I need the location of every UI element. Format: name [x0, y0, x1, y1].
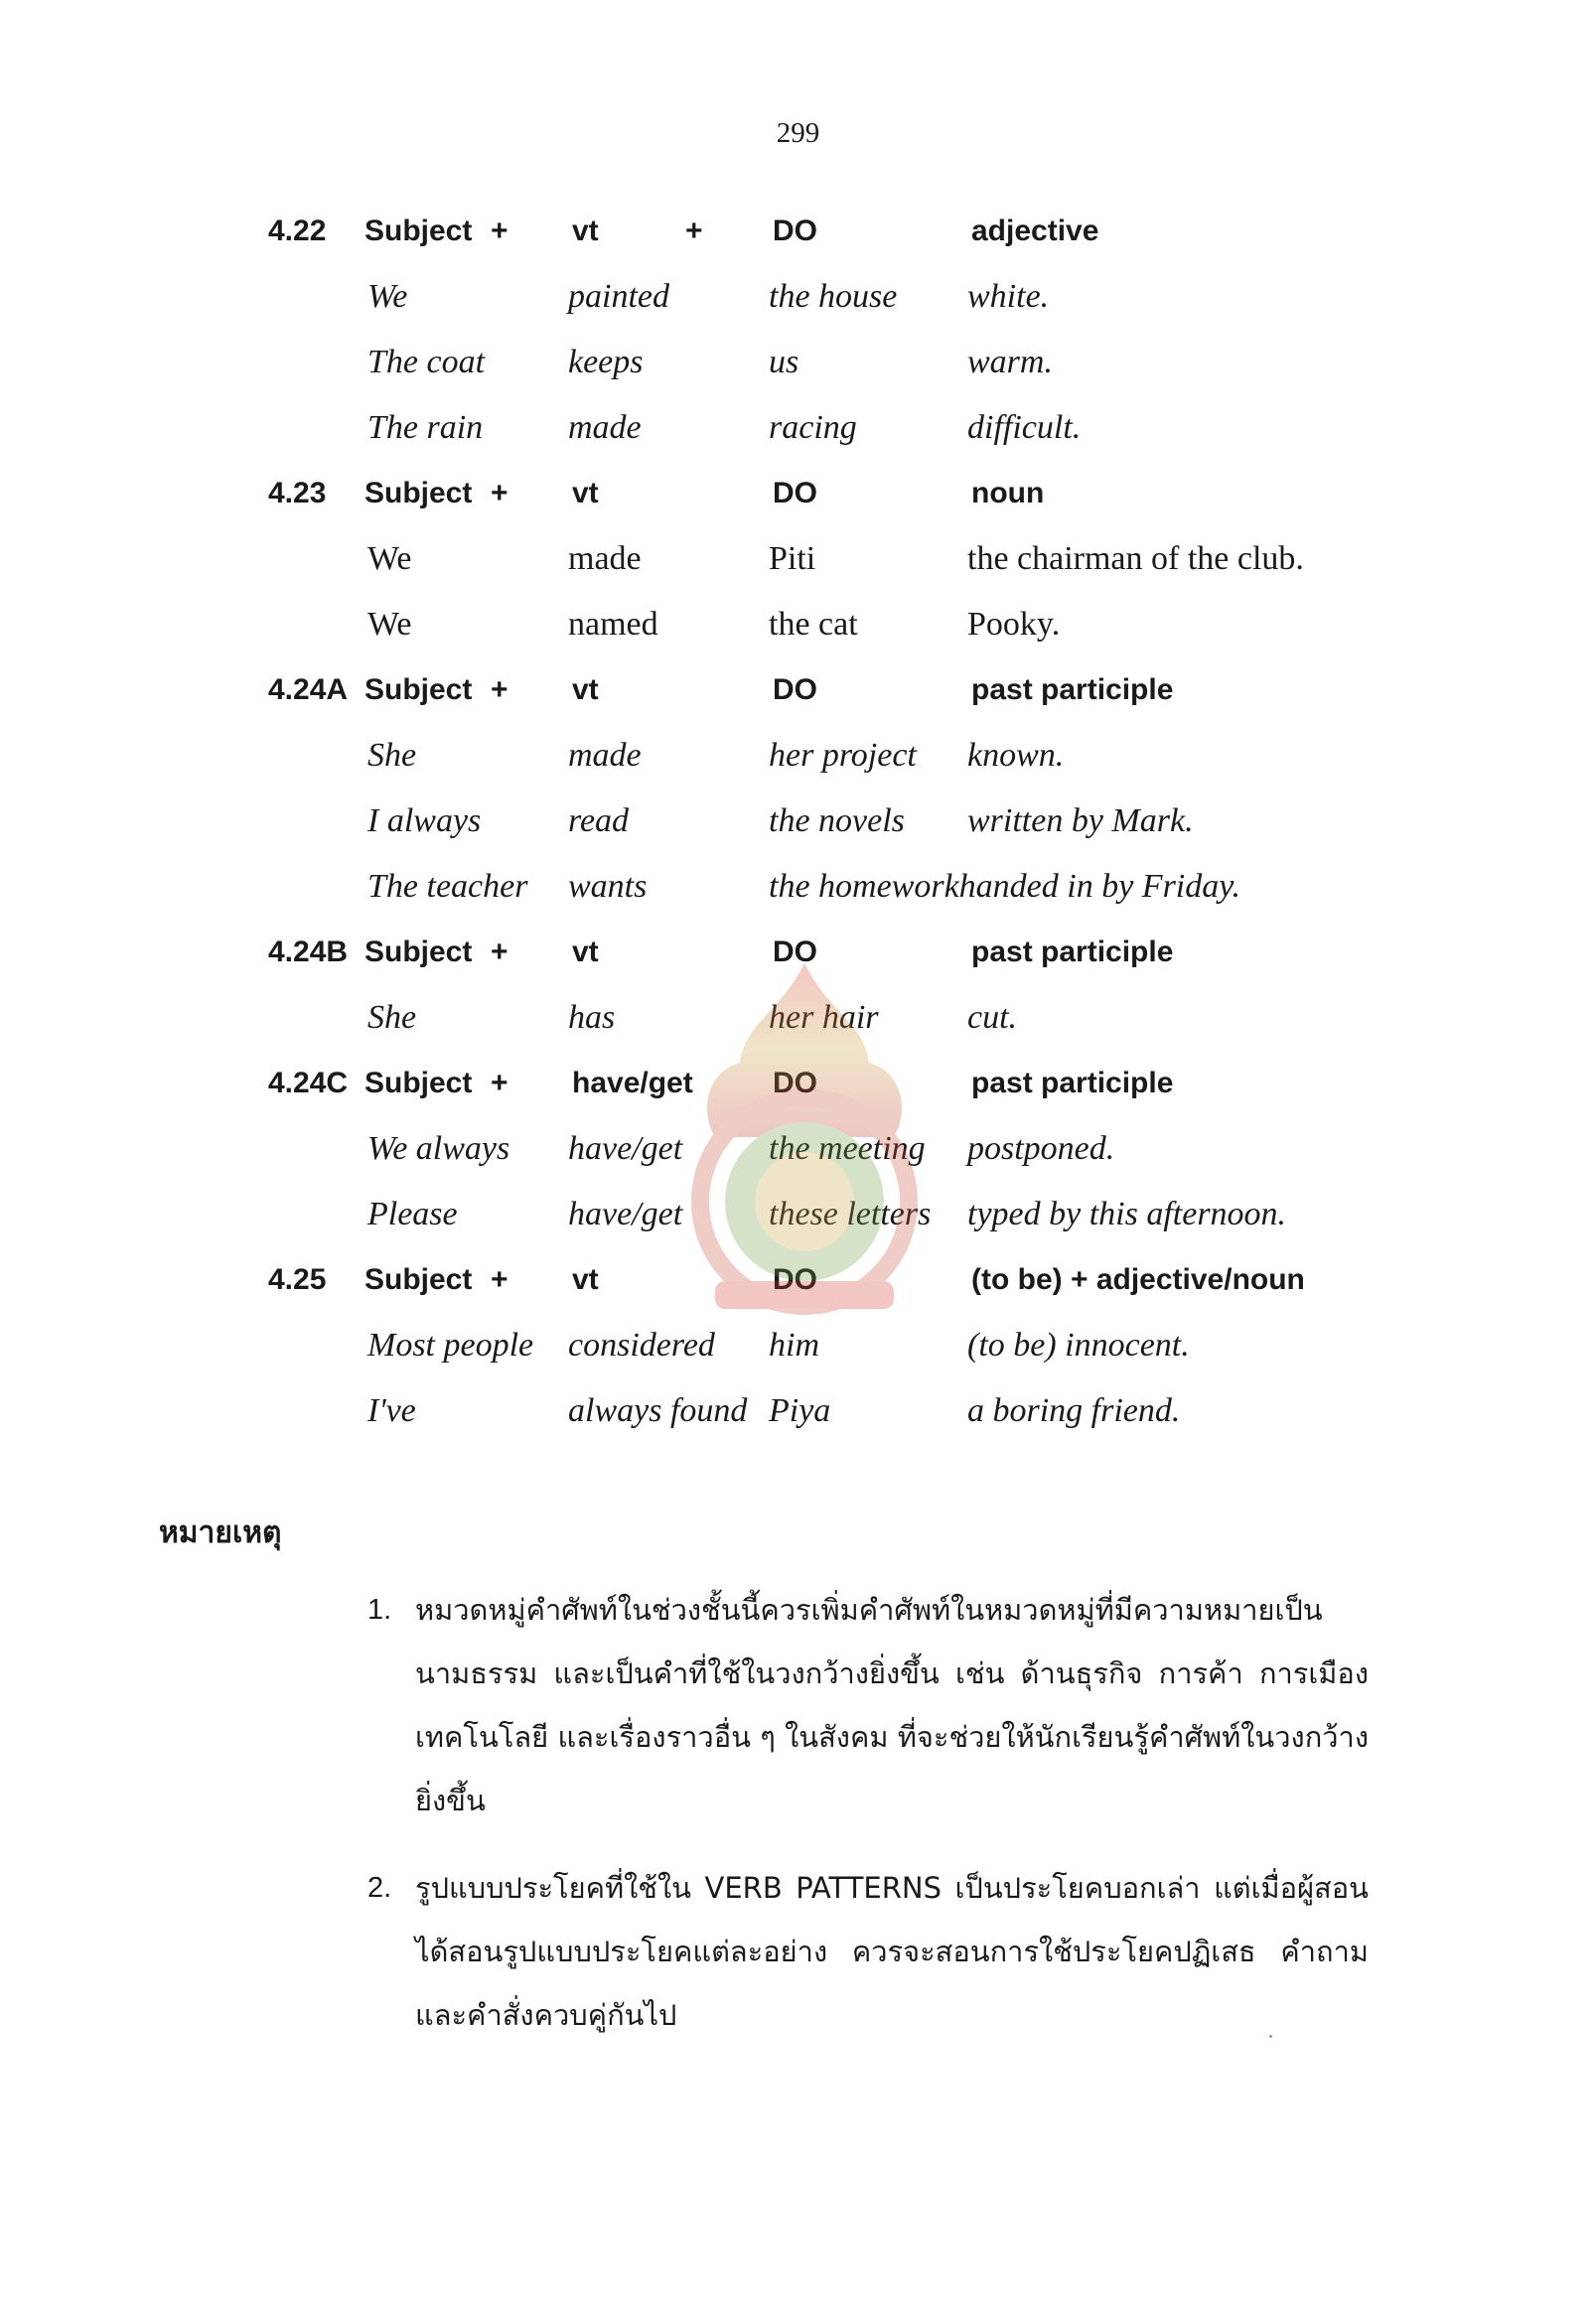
pattern-subject: Subject — [364, 936, 473, 968]
pattern-heading-row — [260, 199, 1402, 264]
pattern-number: 4.25 — [268, 1263, 327, 1296]
pattern-heading-row — [260, 1051, 1402, 1116]
example-complement: a boring friend. — [967, 1392, 1181, 1429]
pattern-subject: Subject — [364, 1067, 473, 1099]
example-complement: the chairman of the club. — [967, 540, 1304, 577]
notes-title: หมายเหตุ — [159, 1515, 282, 1550]
example-object: the meeting — [769, 1130, 926, 1167]
example-subject: She — [367, 737, 417, 774]
pattern-object: DO — [773, 1067, 817, 1099]
pattern-verb: vt — [572, 215, 599, 247]
example-verb: have/get — [568, 1196, 683, 1232]
pattern-plus: + — [491, 477, 508, 509]
pattern-heading-row — [260, 461, 1402, 526]
example-object: him — [769, 1327, 819, 1364]
example-complement: postponed. — [967, 1130, 1115, 1167]
example-complement: cut. — [967, 999, 1018, 1036]
notes-section — [159, 1510, 1430, 2071]
example-row — [260, 330, 1402, 395]
example-complement: written by Mark. — [967, 802, 1194, 839]
pattern-number: 4.24C — [268, 1067, 349, 1099]
example-row — [260, 1313, 1402, 1378]
note-number: 2. — [367, 1872, 392, 1904]
pattern-complement: past participle — [971, 673, 1174, 706]
pattern-complement: past participle — [971, 936, 1174, 968]
pattern-plus: + — [491, 1067, 508, 1099]
example-row — [260, 723, 1402, 789]
example-object: Piti — [769, 540, 816, 577]
note-item — [159, 1578, 1369, 1832]
example-row — [260, 395, 1402, 461]
example-subject: The coat — [367, 344, 486, 380]
example-verb: read — [568, 802, 630, 839]
pattern-plus: + — [491, 936, 508, 968]
pattern-number: 4.24B — [268, 936, 349, 968]
example-row — [260, 1378, 1402, 1444]
pattern-verb: vt — [572, 1263, 599, 1296]
pattern-verb: vt — [572, 936, 599, 968]
example-verb: made — [568, 540, 642, 577]
example-object: racing — [769, 409, 857, 446]
example-row — [260, 985, 1402, 1051]
pattern-plus: + — [491, 1263, 508, 1296]
pattern-subject: Subject — [364, 215, 473, 247]
example-subject: We always — [367, 1130, 510, 1167]
pattern-object: DO — [773, 936, 817, 968]
pattern-verb: vt — [572, 673, 599, 706]
example-subject: I've — [367, 1392, 416, 1429]
example-complement: difficult. — [967, 409, 1082, 446]
note-text: หมวดหมู่คำศัพท์ในช่วงชั้นนี้ควรเพิ่มคำศัพท์ในหมวดหมู่ที่มีความหมายเป็นนามธรรม และเป็นคำที่ใช้ในวงกว้างยิ่งขึ้น เช่น ด้านธุรกิจ การค้า การเมือง เทคโนโลยี และเรื่องราวอื่น ๆ ในสังคม ที่จะช่วยให้นักเรียนรู้คำศัพท์ในวงกว้างยิ่งขึ้น — [415, 1593, 1369, 1817]
verb-pattern-table — [260, 199, 1402, 1444]
example-verb: wants — [568, 868, 648, 905]
pattern-heading-row — [260, 1247, 1402, 1313]
example-verb: made — [568, 409, 642, 446]
scan-speck — [1269, 2035, 1272, 2038]
example-verb: keeps — [568, 344, 644, 380]
pattern-object: DO — [773, 215, 817, 247]
example-complement: (to be) innocent. — [967, 1327, 1190, 1364]
example-row — [260, 592, 1402, 657]
pattern-object: DO — [773, 1263, 817, 1296]
example-object: Piya — [769, 1392, 831, 1429]
example-verb: painted — [568, 278, 669, 315]
pattern-verb: have/get — [572, 1067, 693, 1099]
pattern-complement: adjective — [971, 215, 1099, 247]
pattern-plus: + — [491, 673, 508, 706]
example-object: the novels — [769, 802, 905, 839]
example-verb: made — [568, 737, 642, 774]
example-verb: have/get — [568, 1130, 683, 1167]
example-object: us — [769, 344, 799, 380]
pattern-object: DO — [773, 477, 817, 509]
example-subject: We — [367, 278, 408, 315]
note-item — [159, 1856, 1369, 2047]
example-object: her project — [769, 737, 917, 774]
note-text: รูปแบบประโยคที่ใช้ใน VERB PATTERNS เป็นประโยคบอกเล่า แต่เมื่อผู้สอนได้สอนรูปแบบประโยคแต่ละอย่าง ควรจะสอนการใช้ประโยคปฏิเสธ คำถาม และคำสั่งควบคู่กันไป — [415, 1871, 1369, 2032]
pattern-subject: Subject — [364, 477, 473, 509]
example-row — [260, 264, 1402, 330]
page-number: 299 — [776, 117, 820, 149]
example-verb: considered — [568, 1327, 715, 1364]
pattern-subject: Subject — [364, 673, 473, 706]
pattern-object: DO — [773, 673, 817, 706]
example-complement: Pooky. — [967, 606, 1061, 643]
note-number: 1. — [367, 1594, 392, 1626]
example-subject: We — [367, 540, 412, 577]
pattern-verb: vt — [572, 477, 599, 509]
pattern-complement: (to be) + adjective/noun — [971, 1263, 1305, 1296]
example-subject: I always — [367, 802, 482, 839]
example-subject: The teacher — [367, 868, 528, 905]
example-subject: The rain — [367, 409, 484, 446]
pattern-number: 4.23 — [268, 477, 327, 509]
pattern-complement: past participle — [971, 1067, 1174, 1099]
example-subject: She — [367, 999, 417, 1036]
example-row — [260, 789, 1402, 854]
example-object: the cat — [769, 606, 858, 643]
example-subject: We — [367, 606, 412, 643]
example-subject: Most people — [367, 1327, 534, 1364]
example-verb: named — [568, 606, 658, 643]
pattern-subject: Subject — [364, 1263, 473, 1296]
example-row — [260, 526, 1402, 592]
example-verb: always found — [568, 1392, 748, 1429]
example-row — [260, 1182, 1402, 1247]
example-subject: Please — [367, 1196, 458, 1232]
pattern-plus: + — [685, 215, 703, 247]
example-object: these letters — [769, 1196, 932, 1232]
pattern-heading-row — [260, 920, 1402, 985]
example-object: her hair — [769, 999, 879, 1036]
pattern-heading-row — [260, 657, 1402, 723]
example-object: the homeworkhanded in by Friday. — [769, 868, 1240, 905]
example-complement: typed by this afternoon. — [967, 1196, 1287, 1232]
example-complement: warm. — [967, 344, 1053, 380]
pattern-number: 4.24A — [268, 673, 349, 706]
example-verb: has — [568, 999, 616, 1036]
example-complement: white. — [967, 278, 1050, 315]
example-row — [260, 1116, 1402, 1182]
example-row — [260, 854, 1402, 920]
example-object: the house — [769, 278, 898, 315]
pattern-plus: + — [491, 215, 508, 247]
pattern-complement: noun — [971, 477, 1045, 509]
example-complement: known. — [967, 737, 1065, 774]
pattern-number: 4.22 — [268, 215, 327, 247]
